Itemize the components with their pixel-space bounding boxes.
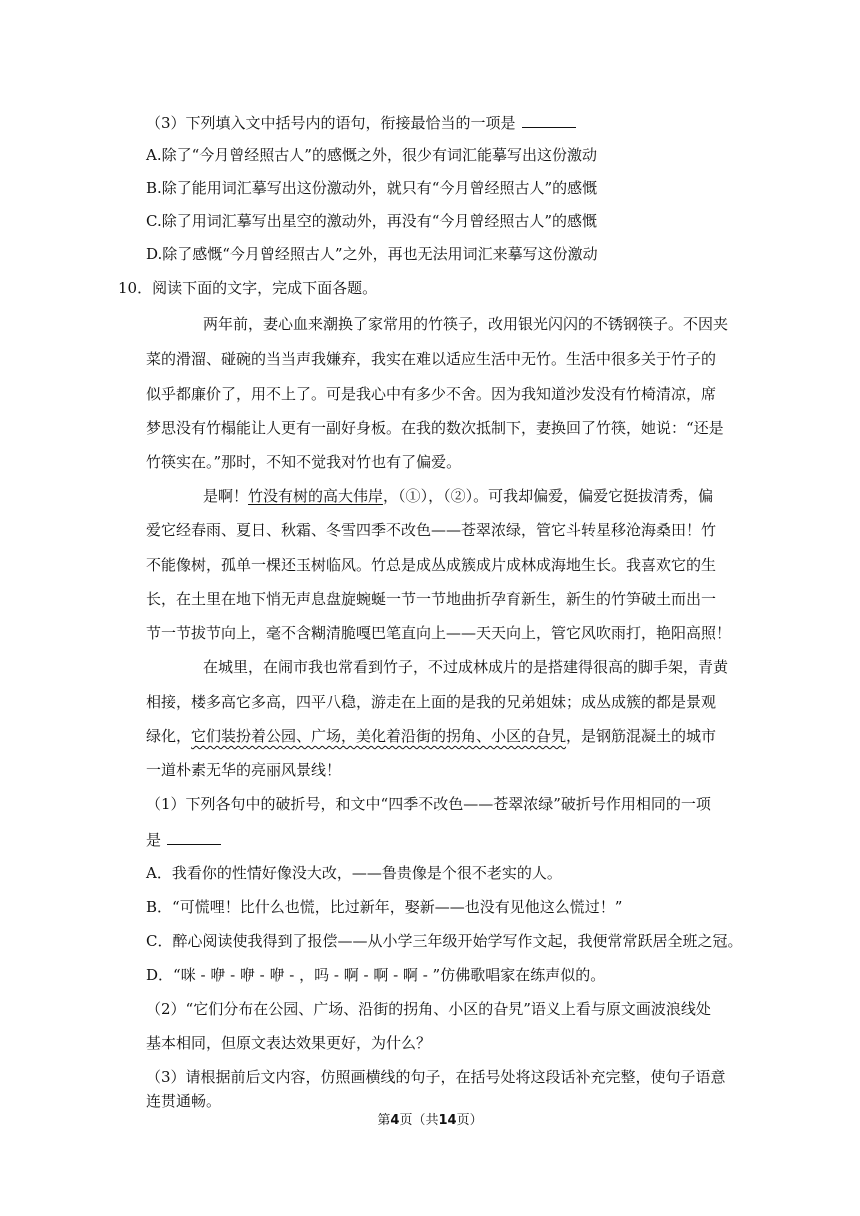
answer-blank [167,832,221,845]
passage-p1-line1: 两年前，妻心血来潮换了家常用的竹筷子，改用银光闪闪的不锈钢筷子。不因夹 [203,315,729,333]
sub1-option-a: A．我看你的性情好像没大改，——鲁贵像是个很不老实的人。 [146,864,562,882]
blank-marker-2: ② [450,487,466,505]
passage-p1-line5: 竹筷实在。”那时，不知不觉我对竹也有了偏爱。 [146,453,462,471]
passage-p2-line3: 不能像树，孤单一棵还玉树临风。竹总是成丛成簇成片成林成海地生长。我喜欢它的生 [146,556,717,574]
answer-blank [522,115,576,128]
sub1-prompt-line2: 是 [146,832,221,848]
option-b: B.除了能用词汇摹写出这份激动外，就只有“今月曾经照古人”的感慨 [146,179,598,197]
passage-p3-line4: 一道朴素无华的亮丽风景线！ [146,761,342,779]
passage-p3-line2: 相接，楼多高它多高，四平八稳，游走在上面的是我的兄弟姐妹；成丛成簇的都是景观 [146,693,717,711]
sub1-option-c: C．醉心阅读使我得到了报偿——从小学三年级开始学写作文起，我便常常跃居全班之冠。 [146,932,743,950]
underlined-sentence: 竹没有树的高大伟岸 [248,487,384,505]
passage-p3-line3: 绿化，它们装扮着公园、广场，美化着沿街的拐角、小区的旮旯，是钢筋混凝土的城市 [146,727,717,745]
question-10-heading: 10．阅读下面的文字，完成下面各题。 [118,279,378,297]
passage-p2-line2: 爱它经春雨、夏日、秋霜、冬雪四季不改色——苍翠浓绿，管它斗转星移沧海桑田！竹 [146,521,717,539]
passage-p2-line5: 节一节拔节向上，毫不含糊清脆嘎巴笔直向上——天天向上，管它风吹雨打，艳阳高照！ [146,624,732,642]
passage-p3-line1: 在城里，在闹市我也常看到竹子，不过成林成片的是搭建得很高的脚手架，青黄 [203,658,729,676]
page-number: 4 [390,1113,400,1128]
sub3-line2: 连贯通畅。 [146,1092,222,1110]
sub3-line1: （3）请根据前后文内容，仿照画横线的句子，在括号处将这段话补充完整，使句子语意 [146,1068,726,1086]
passage-p1-line4: 梦思没有竹榻能让人更有一副好身板。在我的数次抵制下，妻换回了竹筷，她说：“还是 [146,419,724,437]
sub1-prompt-line1: （1）下列各句中的破折号，和文中“四季不改色——苍翠浓绿”破折号作用相同的一项 [146,795,711,813]
question-3-prompt [146,115,576,131]
question-3-text: （3）下列填入文中括号内的语句，衔接最恰当的一项是 [146,114,516,132]
option-c: C.除了用词汇摹写出星空的激动外，再没有“今月曾经照古人”的感慨 [146,212,598,230]
wavy-underlined-phrase: 它们装扮着公园、广场，美化着沿街的拐角、小区的旮旯 [191,727,567,745]
total-pages: 14 [438,1113,457,1128]
passage-p2-line1: 是啊！竹没有树的高大伟岸，（①），（②）。可我却偏爱，偏爱它挺拔清秀，偏 [203,487,714,505]
passage-p2-line4: 长，在土里在地下悄无声息盘旋蜿蜒一节一节地曲折孕育新生，新生的竹笋破土而出一 [146,590,717,608]
passage-p1-line3: 似乎都廉价了，用不上了。可是我心中有多少不舍。因为我知道沙发没有竹椅清凉，席 [146,385,717,403]
page-footer: 第4页（共14页） [377,1113,483,1128]
sub2-line2: 基本相同，但原文表达效果更好，为什么？ [146,1034,432,1052]
passage-p1-line2: 菜的滑溜、碰碗的当当声我嫌弃，我实在难以适应生活中无竹。生活中很多关于竹子的 [146,350,717,368]
sub1-option-d: D．“咪 - 咿 - 咿 - 咿 - ，吗 - 啊 - 啊 - 啊 - ”仿佛歌唱家在练声似的。 [146,966,606,984]
blank-marker-1: ① [405,487,421,505]
sub1-option-b: B．“可慌哩！比什么也慌，比过新年，娶新——也没有见他这么慌过！” [146,898,623,916]
option-a: A.除了“今月曾经照古人”的感慨之外，很少有词汇能摹写出这份激动 [146,146,597,164]
option-d: D.除了感慨“今月曾经照古人”之外，再也无法用词汇来摹写这份激动 [146,245,598,263]
sub2-line1: （2）“它们分布在公园、广场、沿街的拐角、小区的旮旯”语义上看与原文画波浪线处 [146,1000,711,1018]
